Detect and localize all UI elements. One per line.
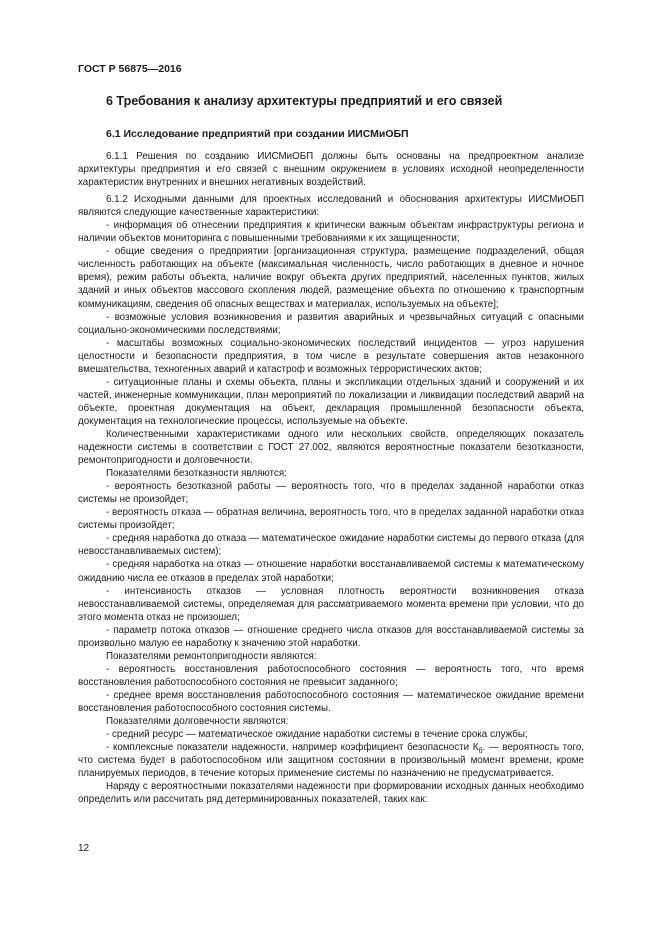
list-item: - параметр потока отказов — отношение среднего числа отказов для восстанавливаемой системы за произвольно малую ее наработку к значению этой наработки. <box>78 624 584 649</box>
list-item: - возможные условия возникновения и развития аварийных и чрезвычайных ситуаций с опасными социально-экономическими последствиями; <box>78 311 584 336</box>
paragraph: 6.1.2 Исходными данными для проектных исследований и обоснования архитектуры ИИСМиОБП являются следующие качественные характеристики: <box>78 194 584 219</box>
list-item: - информация об отнесении предприятия к критически важным объектам инфраструктуры региона и наличии объектов мониторинга с повышенными требованиями к их защищенности; <box>78 220 584 245</box>
document-body <box>78 150 584 806</box>
list-item: - среднее время восстановления работоспособного состояния — математическое ожидание времени восстановления работоспособного состояния системы. <box>78 689 584 714</box>
page-number: 12 <box>78 843 90 854</box>
list-item: - интенсивность отказов — условная плотность вероятности возникновения отказа невосстанавливаемой системы, определяемая для рассматриваемого момента времени при условии, что до этого момента отказ не произошел; <box>78 585 584 623</box>
paragraph: 6.1.1 Решения по созданию ИИСМиОБП должны быть основаны на предпроектном анализе архитектуры предприятия и его связей с внешним окружением в условиях исходной неопределенности характеристик внутренних и внешних негативных воздействий. <box>78 151 584 189</box>
complex-text-before: - комплексные показатели надежности, например коэффициент безопасности К <box>106 742 479 754</box>
list-item-complex-indicators <box>78 741 584 780</box>
coefficient-subscript: б <box>478 748 483 756</box>
list-item: - средний ресурс — математическое ожидание наработки системы в течение срока службы; <box>106 729 528 741</box>
paragraph: Показателями безотказности являются: <box>106 468 287 480</box>
subsection-title: 6.1 Исследование предприятий при создании ИИСМиОБП <box>106 128 409 140</box>
list-item: - ситуационные планы и схемы объекта, планы и экспликации отдельных зданий и сооружений и их частей, инженерные коммуникации, план мероприятий по локализации и ликвидации последствий аварий на объекте, проектная документация на объект, декларация промышленной безопасности объекта, документация на технологические процессы, используемые на объекте. <box>78 376 584 427</box>
section-title: 6 Требования к анализу архитектуры предприятий и его связей <box>106 94 503 108</box>
paragraph: Наряду с вероятностными показателями надежности при формировании исходных данных необходимо определить или рассчитать ряд детерминированных показателей, таких как: <box>78 781 584 806</box>
list-item: - вероятность восстановления работоспособного состояния — вероятность того, что время восстановления работоспособного состояния не превысит заданного; <box>78 663 584 688</box>
paragraph: Показателями долговечности являются: <box>106 716 289 728</box>
list-item: - общие сведения о предприятии [организационная структура, размещение подразделений, общая численность работающих на объекте (максимальная численность, число работающих в дневное и ночное время), режим работы объекта, наличие вокруг объекта других предприятий, населенных пунктов, жилых зданий и иных объектов массового скопления людей, размещение объекта по отношению к транспортным коммуникациям, сведения об опасных веществах и материалах, используемых на объекте]; <box>78 246 584 310</box>
list-item: - средняя наработка до отказа — математическое ожидание наработки системы до первого отказа (для невосстанавливаемых систем); <box>78 533 584 558</box>
paragraph: Количественными характеристиками одного или нескольких свойств, определяющих показатель надежности системы в соответствии с ГОСТ 27.002, являются вероятностные показатели безотказности, ремонтопригодности и долговечности. <box>78 428 584 467</box>
list-item: - средняя наработка на отказ — отношение наработки восстанавливаемой системы к математическому ожиданию числа ее отказов в пределах этой наработки; <box>78 559 584 584</box>
list-item: - вероятность отказа — обратная величина, вероятность того, что в пределах заданной наработки отказ системы произойдет; <box>78 507 584 532</box>
complex-text-after: . — вероятность того, что система будет в работоспособном или защитном состоянии в произвольный момент времени, кроме планируемых периодов, в течение которых применение системы по назначению не предусматривается. <box>78 742 585 780</box>
list-item: - масштабы возможных социально-экономических последствий инцидентов — угроз нарушения целостности и безопасности предприятия, в том числе в результате совершения актов незаконного вмешательства, техногенных аварий и катастроф и возможных террористических актов; <box>78 337 584 375</box>
document-code: ГОСТ Р 56875—2016 <box>78 63 182 75</box>
paragraph: Показателями ремонтопригодности являются: <box>106 650 317 662</box>
list-item: - вероятность безотказной работы — вероятность того, что в пределах заданной наработки отказ системы не произойдет; <box>78 481 584 506</box>
